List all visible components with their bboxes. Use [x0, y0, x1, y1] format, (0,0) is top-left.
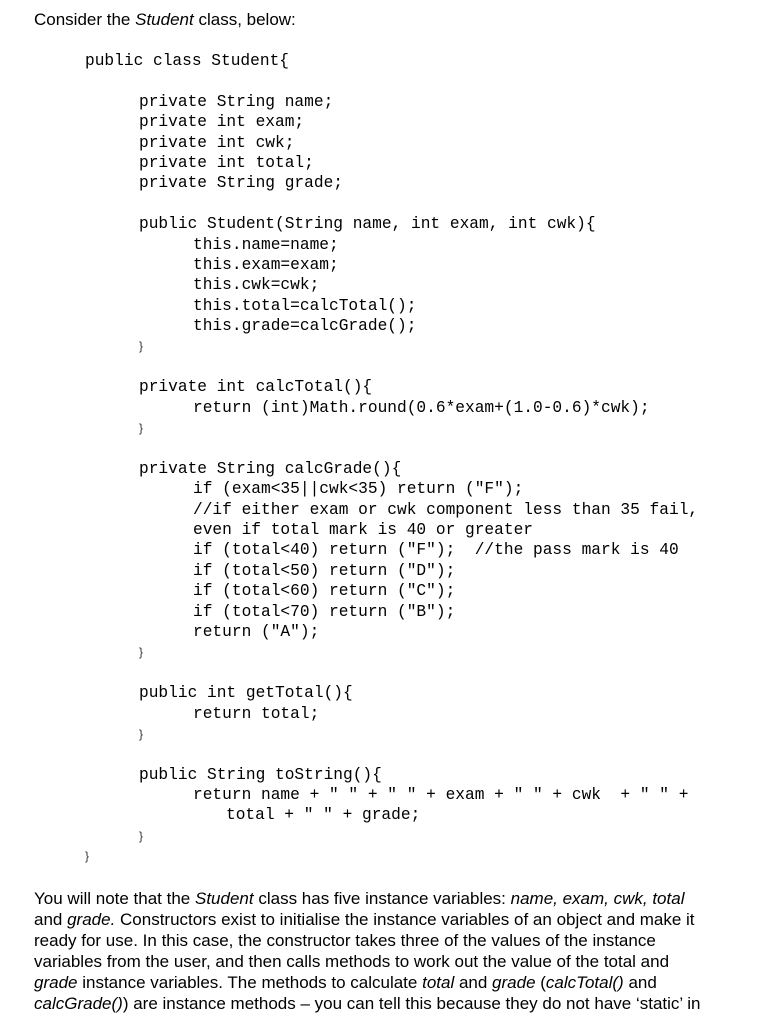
text-run-italic: name, exam, cwk, total — [510, 889, 685, 908]
code-listing — [0, 51, 780, 867]
code-closing-brace: } — [139, 339, 144, 354]
code-blank-line — [0, 194, 780, 214]
text-run-italic: calcGrade() — [34, 994, 123, 1013]
explanation-line — [34, 888, 754, 909]
code-tostring-return: return name + " " + " " + exam + " " + cwk + " " + — [193, 786, 689, 805]
explanation-line — [34, 993, 754, 1014]
code-constructor-line: this.cwk=cwk; — [193, 276, 320, 295]
code-class-declaration: public class Student{ — [85, 52, 289, 70]
code-calcgrade-signature: private String calcGrade(){ — [139, 459, 402, 478]
code-tostring-return-continued: total + " " + grade; — [226, 806, 421, 825]
text-run-italic: grade — [34, 973, 78, 992]
code-closing-brace: } — [139, 726, 144, 741]
code-calcgrade-line: if (total<50) return ("D"); — [193, 561, 456, 580]
code-field-exam: private int exam; — [139, 113, 305, 132]
code-calcgrade-line: if (total<70) return ("B"); — [193, 602, 456, 621]
code-calctotal-return: return (int)Math.round(0.6*exam+(1.0-0.6)*cwk); — [193, 398, 650, 417]
code-constructor-line: this.grade=calcGrade(); — [193, 317, 417, 336]
code-field-grade: private String grade; — [139, 174, 343, 193]
text-run: ( — [535, 973, 546, 992]
code-calcgrade-line: if (exam<35||cwk<35) return ("F"); — [193, 480, 524, 499]
text-run: and — [34, 910, 68, 929]
code-class-closing-brace: } — [85, 849, 90, 864]
explanation-line: ready for use. In this case, the constructor takes three of the values of the instance — [34, 931, 656, 950]
code-calcgrade-line: return ("A"); — [193, 622, 320, 641]
intro-class-name: Student — [135, 10, 194, 29]
intro-paragraph — [34, 10, 296, 30]
code-field-name: private String name; — [139, 92, 334, 111]
code-field-cwk: private int cwk; — [139, 133, 295, 152]
code-constructor-signature: public Student(String name, int exam, int cwk){ — [139, 215, 596, 234]
code-field-total: private int total; — [139, 153, 314, 172]
text-run-italic: grade. — [67, 910, 116, 929]
text-run-italic: total — [422, 973, 455, 992]
explanation-paragraph — [34, 888, 754, 1014]
code-tostring-signature: public String toString(){ — [139, 765, 382, 784]
code-calcgrade-line: if (total<40) return ("F"); //the pass mark is 40 — [193, 541, 679, 560]
text-run: You will note that the — [34, 889, 195, 908]
explanation-line: variables from the user, and then calls methods to work out the value of the total and — [34, 952, 670, 971]
text-run-italic: calcTotal() — [545, 973, 624, 992]
code-calcgrade-comment: //if either exam or cwk component less than 35 fail, — [193, 500, 699, 519]
code-blank-line — [0, 663, 780, 683]
code-blank-line — [0, 71, 780, 91]
code-constructor-line: this.total=calcTotal(); — [193, 296, 417, 315]
code-closing-brace: } — [139, 645, 144, 660]
text-run-italic: grade — [492, 973, 536, 992]
text-run: instance variables. The methods to calculate — [77, 973, 423, 992]
explanation-line — [34, 972, 754, 993]
code-closing-brace: } — [139, 421, 144, 436]
text-run: Constructors exist to initialise the instance variables of an object and make it — [115, 910, 695, 929]
code-closing-brace: } — [139, 828, 144, 843]
code-calcgrade-comment-continued: even if total mark is 40 or greater — [193, 520, 533, 539]
text-run-italic: Student — [195, 889, 254, 908]
explanation-line — [34, 909, 754, 930]
code-constructor-line: this.name=name; — [193, 235, 339, 254]
code-blank-line — [0, 357, 780, 377]
text-run: and — [623, 973, 657, 992]
text-run: class has five instance variables: — [253, 889, 511, 908]
code-calctotal-signature: private int calcTotal(){ — [139, 378, 373, 397]
text-run: and — [454, 973, 493, 992]
code-blank-line — [0, 744, 780, 764]
intro-text-before: Consider the — [34, 10, 136, 29]
code-gettotal-return: return total; — [193, 704, 320, 723]
text-run: ) are instance methods – you can tell this because they do not have ‘static’ in — [122, 994, 701, 1013]
code-blank-line — [0, 438, 780, 458]
code-calcgrade-line: if (total<60) return ("C"); — [193, 582, 456, 601]
code-gettotal-signature: public int getTotal(){ — [139, 684, 353, 703]
intro-text-after: class, below: — [193, 10, 296, 29]
code-constructor-line: this.exam=exam; — [193, 255, 339, 274]
